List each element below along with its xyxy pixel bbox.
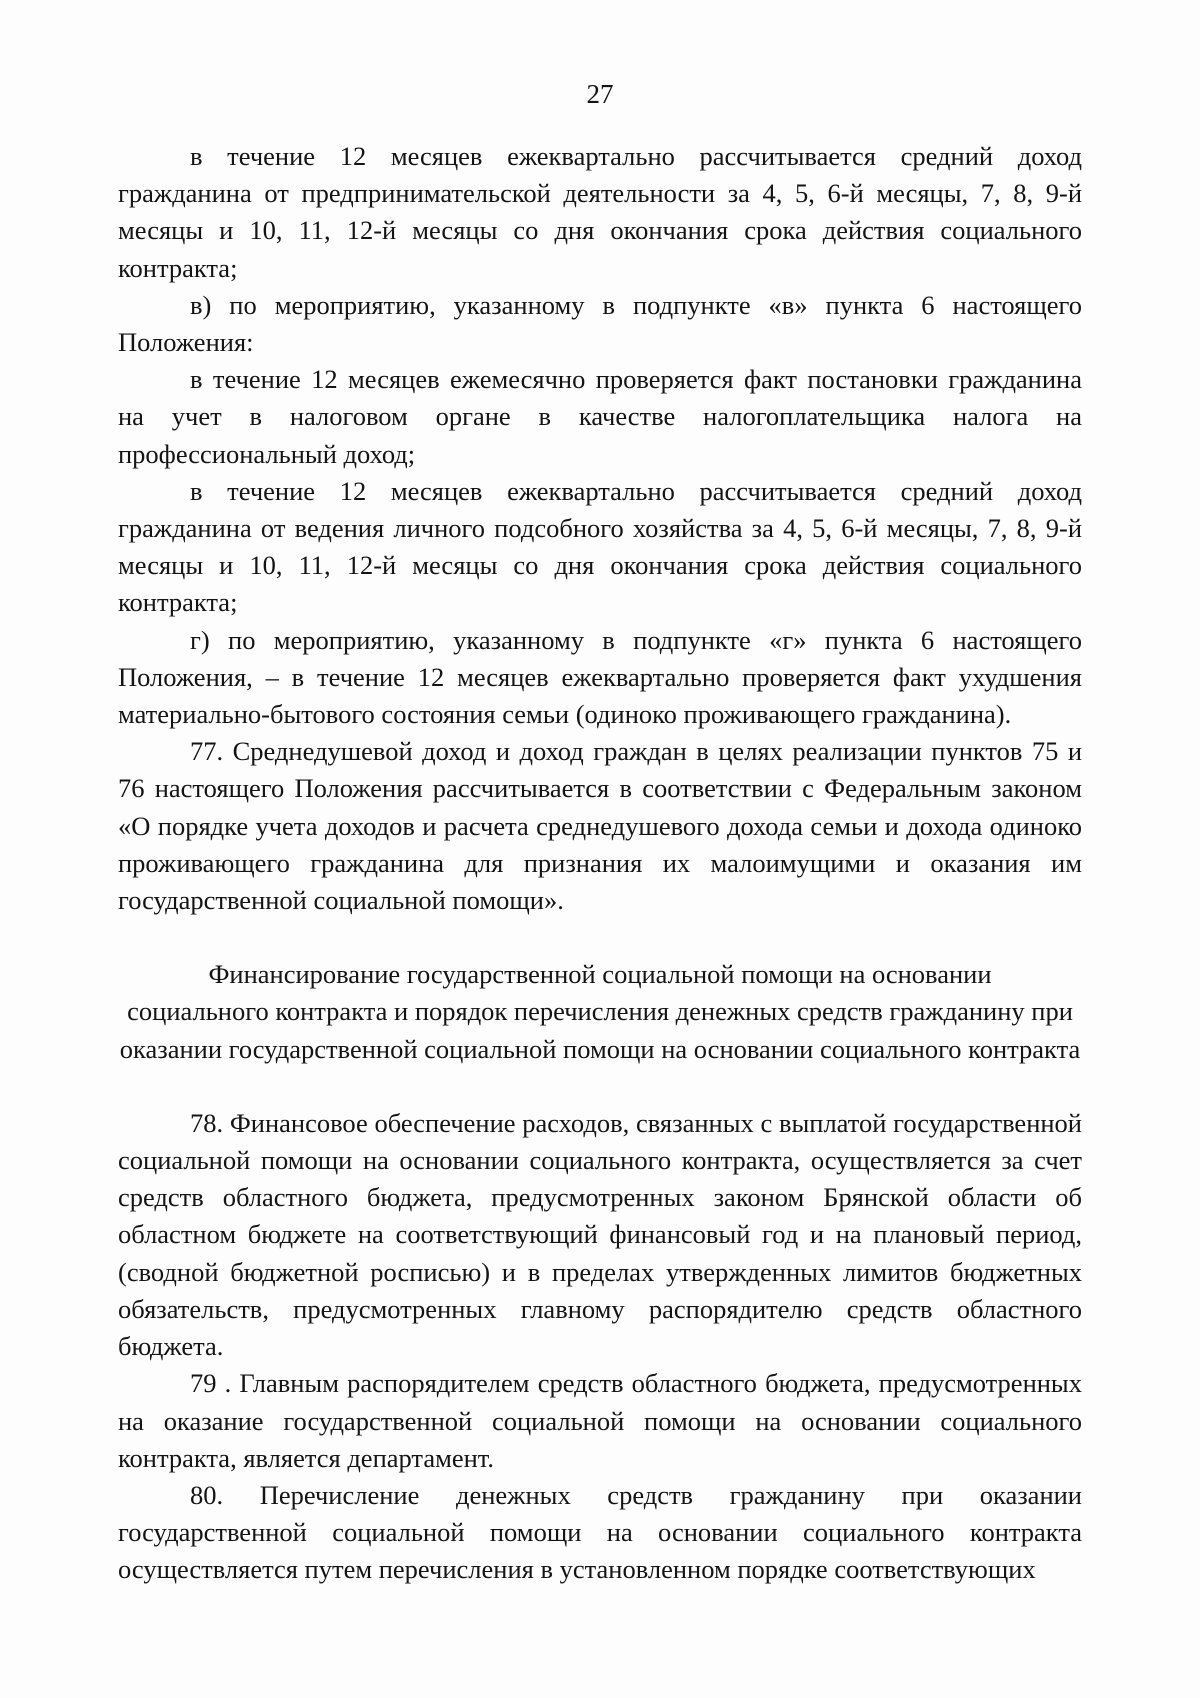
paragraph-tax-registration: в течение 12 месяцев ежемесячно проверяется факт постановки гражданина на учет в налоговом органе в качестве налогоплательщика налога на профессиональный доход; [118,364,1082,469]
paragraph-subitem-g: г) по мероприятию, указанному в подпункте «г» пункта 6 настоящего Положения, – в течение 12 месяцев ежеквартально проверяется факт ухудшения материально-бытового состояния семьи (одиноко проживающего гражданина). [118,624,1082,730]
section-heading-line: социального контракта и порядок перечисления денежных средств гражданину при [127,996,1073,1027]
paragraph-78: 78. Финансовое обеспечение расходов, связанных с выплатой государственной социальной помощи на основании социального контракта, осуществляется за счет средств областного бюджета, предусмотренных законом Брянской области об областном бюджете на соответствующий финансовый год и на плановый период, (сводной бюджетной росписью) и в пределах утвержденных лимитов бюджетных обязательств, предусмотренных главному распорядителю средств областного бюджета. [118,1107,1082,1362]
paragraph-77: 77. Среднедушевой доход и доход граждан в целях реализации пунктов 75 и 76 настоящего Положения рассчитывается в соответствии с Федеральным законом «О порядке учета доходов и расчета среднедушевого дохода семьи и дохода одиноко проживающего гражданина для признания их малоимущими и оказания им государственной социальной помощи». [118,736,1082,916]
document-body [118,138,1082,1589]
paragraph-79: 79 . Главным распорядителем средств областного бюджета, предусмотренных на оказание государственной социальной помощи на основании социального контракта, является департамент. [118,1368,1082,1473]
paragraph-income-household: в течение 12 месяцев ежеквартально рассчитывается средний доход гражданина от ведения личного подсобного хозяйства за 4, 5, 6-й месяцы, 7, 8, 9-й месяцы и 10, 11, 12-й месяцы со дня окончания срока действия социального контракта; [118,475,1082,618]
paragraph-80: 80. Перечисление денежных средств гражданину при оказании государственной социальной помощи на основании социального контракта осуществляется путем перечисления в установленном порядке соответствующих [118,1479,1082,1585]
section-heading [118,956,1082,1068]
paragraph-income-business: в течение 12 месяцев ежеквартально рассчитывается средний доход гражданина от предпринимательской деятельности за 4, 5, 6-й месяцы, 7, 8, 9-й месяцы и 10, 11, 12-й месяцы со дня окончания срока действия социального контракта; [118,141,1082,283]
paragraph-subitem-v: в) по мероприятию, указанному в подпункте «в» пункта 6 настоящего Положения: [118,289,1082,358]
page-number: 27 [586,79,614,109]
section-heading-line: оказании государственной социальной помощи на основании социального контракта [119,1033,1081,1064]
section-heading-line: Финансирование государственной социальной помощи на основании [208,959,992,990]
